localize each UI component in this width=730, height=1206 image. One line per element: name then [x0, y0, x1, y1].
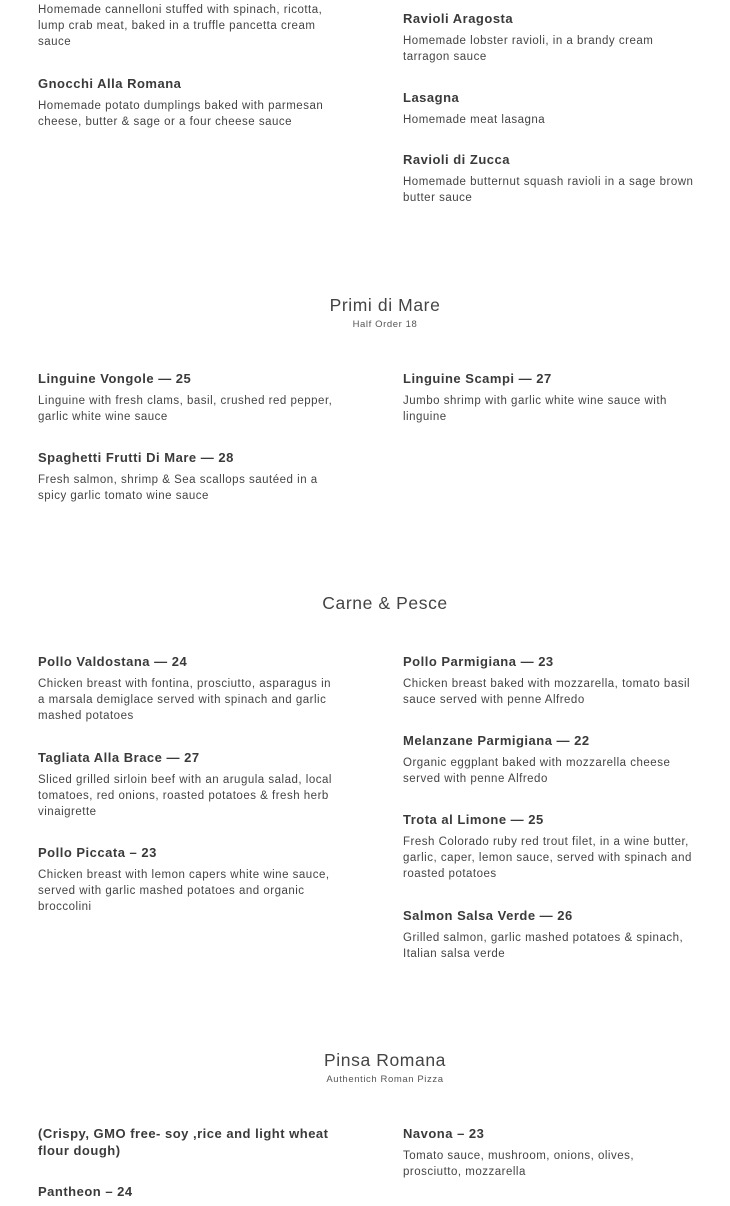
- item-name: Lasagna: [403, 90, 460, 105]
- item-description: Chicken breast with fontina, prosciutto, asparagus in a marsala demiglace served with spinach and garlic mashed potatoes: [38, 678, 332, 722]
- item-description: Homemade meat lasagna: [403, 114, 546, 126]
- item-description: Grilled salmon, garlic mashed potatoes & spinach, Italian salsa verde: [403, 932, 684, 960]
- menu-item-pollo-valdostana: [38, 653, 333, 724]
- item-name: Tagliata Alla Brace — 27: [38, 750, 200, 765]
- item-description: Fresh salmon, shrimp & Sea scallops sautéed in a spicy garlic tomato wine sauce: [38, 474, 318, 502]
- item-description: Homemade lobster ravioli, in a brandy cream tarragon sauce: [403, 35, 654, 63]
- menu-item-trota-al-limone: [403, 811, 695, 882]
- item-description: Homemade potato dumplings baked with parmesan cheese, butter & sage or a four cheese sauce: [38, 100, 324, 128]
- section-title-primi-di-mare: Primi di Mare: [329, 295, 441, 315]
- item-name: Pollo Parmigiana — 23: [403, 654, 554, 669]
- section-subtitle-primi-di-mare: Half Order 18: [352, 319, 418, 330]
- menu-item-linguine-scampi: [403, 370, 695, 425]
- menu-item-salmon-salsa-verde: [403, 907, 695, 962]
- menu-item-navona: [403, 1125, 695, 1180]
- menu-item-ravioli-zucca: [403, 151, 695, 206]
- menu-item-gnocchi: [38, 75, 333, 130]
- menu-item-spaghetti-frutti-di-mare: [38, 449, 333, 504]
- section-title-carne-pesce: Carne & Pesce: [322, 593, 448, 613]
- menu-item-cannelloni: [38, 2, 333, 50]
- item-description: Tomato sauce, mushroom, onions, olives, prosciutto, mozzarella: [403, 1150, 635, 1178]
- item-description: Chicken breast with lemon capers white wine sauce, served with garlic mashed potatoes and organic broccolini: [38, 869, 330, 913]
- item-name: Linguine Scampi — 27: [403, 371, 552, 386]
- section-title-pinsa-romana: Pinsa Romana: [324, 1050, 446, 1070]
- menu-item-melanzane-parmigiana: [403, 732, 695, 787]
- menu-item-lasagna: [403, 89, 695, 128]
- item-description: Homemade butternut squash ravioli in a sage brown butter sauce: [403, 176, 694, 204]
- item-description: Chicken breast baked with mozzarella, tomato basil sauce served with penne Alfredo: [403, 678, 691, 706]
- item-description: Fresh Colorado ruby red trout filet, in a wine butter, garlic, caper, lemon sauce, served with spinach and roasted potatoes: [403, 836, 692, 880]
- item-name: Melanzane Parmigiana — 22: [403, 733, 590, 748]
- item-name: Pantheon – 24: [38, 1184, 133, 1199]
- item-name: Pollo Piccata – 23: [38, 845, 157, 860]
- item-description: Homemade cannelloni stuffed with spinach, ricotta, lump crab meat, baked in a truffle pancetta cream sauce: [38, 4, 323, 48]
- menu-item-pantheon: [38, 1183, 333, 1206]
- item-name: Ravioli di Zucca: [403, 152, 510, 167]
- item-name: Pollo Valdostana — 24: [38, 654, 188, 669]
- section-subtitle-pinsa-romana: Authentich Roman Pizza: [326, 1074, 444, 1085]
- menu-item-pollo-parmigiana: [403, 653, 695, 708]
- menu-item-linguine-vongole: [38, 370, 333, 425]
- dough-note-text: (Crispy, GMO free- soy ,rice and light wheat flour dough): [38, 1126, 329, 1158]
- item-description: Linguine with fresh clams, basil, crushed red pepper, garlic white wine sauce: [38, 395, 333, 423]
- item-name: Trota al Limone — 25: [403, 812, 544, 827]
- item-description: Sliced grilled sirloin beef with an arugula salad, local tomatoes, red onions, roasted potatoes & fresh herb vinaigrette: [38, 774, 332, 818]
- menu-item-ravioli-aragosta: [403, 10, 695, 65]
- menu-item-pollo-piccata: [38, 844, 333, 915]
- item-name: Linguine Vongole — 25: [38, 371, 192, 386]
- item-name: Gnocchi Alla Romana: [38, 76, 182, 91]
- item-description: Jumbo shrimp with garlic white wine sauce with linguine: [403, 395, 667, 423]
- item-name: Spaghetti Frutti Di Mare — 28: [38, 450, 234, 465]
- item-name: Salmon Salsa Verde — 26: [403, 908, 573, 923]
- dough-note: [38, 1125, 348, 1165]
- menu-item-tagliata-alla-brace: [38, 749, 333, 820]
- item-name: Ravioli Aragosta: [403, 11, 514, 26]
- item-description: Organic eggplant baked with mozzarella cheese served with penne Alfredo: [403, 757, 671, 785]
- item-name: Navona – 23: [403, 1126, 485, 1141]
